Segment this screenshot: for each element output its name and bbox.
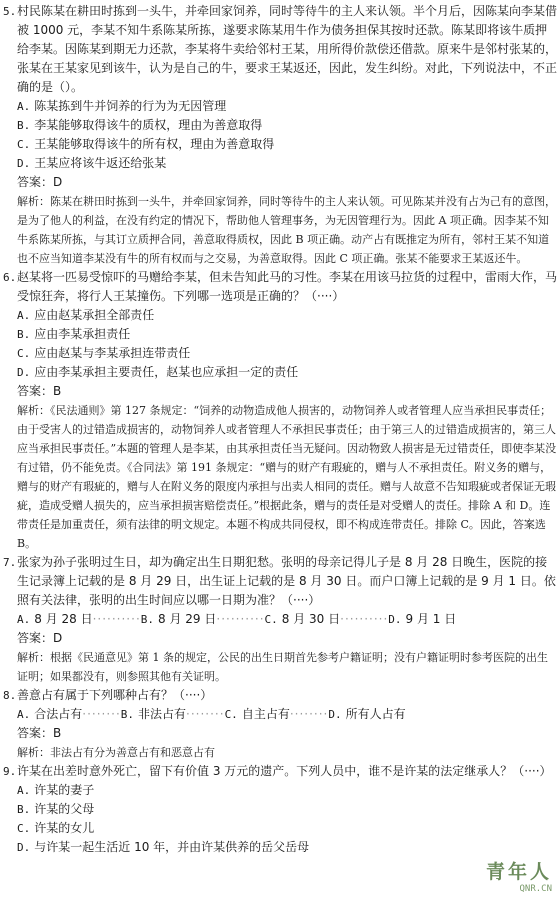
- option-d: D. 应由李某承担主要责任，赵某也应承担一定的责任: [17, 365, 299, 379]
- question-8: [3, 686, 557, 705]
- options-q8: [17, 705, 557, 724]
- question-stem: 村民陈某在耕田时拣到一头牛，并牵回家饲养，同时等待牛的主人来认领。半个月后，因陈某向李某借被 1000 元，李某不知牛系陈某所拣，遂要求陈某用牛作为债务担保其按时还款。陈某即将该牛质押给李某。因陈某到期无力还款，李某将牛卖给邻村王某，用所得价款偿还借款。原来牛是邻村张某的，张某在王某家见到该牛，认为是自己的牛，要求王某返还，因此，发生纠纷。对此，下列说法中，不正确的是（）。: [17, 4, 558, 94]
- leader-dots: ··········: [340, 612, 389, 626]
- option-d: D. 所有人占有: [328, 707, 406, 721]
- question-number: 8.: [3, 689, 17, 702]
- question-stem: 张家为孙子张明过生日，却为确定出生日期犯愁。张明的母亲记得儿子是 8 月 28 日晚生，医院的接生记录簿上记载的是 8 月 29 日，出生证上记载的是 8 月 30 日。而户口簿上记载的是 9 月 1 日。依照有关法律，张明的出生时间应以哪一日期为准？（····）: [17, 555, 556, 607]
- explanation: 解析：《民法通则》第 127 条规定：“饲养的动物造成他人损害的，动物饲养人或者管理人应当承担民事责任；由于受害人的过错造成损害的，动物饲养人或者管理人不承担民事责任；由于第三人的过错造成损害的，第三人应当承担民事责任。”本题的管理人是李某，由其承担责任当无疑问。因动物致人损害是无过错责任，即使李某没有过错，仍不能免责。《合同法》第 191 条规定：“赠与的财产有瑕疵的，赠与人不承担责任。附义务的赠与，赠与的财产有瑕疵的，赠与人在附义务的限度内承担与出卖人相同的责任。赠与人故意不告知瑕疵或者保证无瑕疵，造成受赠人损失的，应当承担损害赔偿责任。”根据此条，赠与的责任是对受赠人的责任。排除 A 和 D。连带责任是加重责任，须有法律的明文规定。本题不构成共同侵权，即不构成连带责任。排除 C。因此，答案选 B。: [17, 404, 557, 550]
- explanation: 解析：陈某在耕田时拣到一头牛，并牵回家饲养，同时等待牛的主人来认领。可见陈某并没有占为己有的意图，是为了他人的利益，在没有约定的情况下，帮助他人管理事务，为无因管理行为。因此 A 项正确。因李某不知牛系陈某所拣，与其订立质押合同，善意取得质权，因此 B 项正确。动产占有既推定为所有，邻村王某不知道也不应当知道李某没有牛的所有权而与之交易，为善意取得。因此 C 项正确。张某不能要求王某返还牛。: [17, 195, 556, 265]
- option-b: B. 李某能够取得该牛的质权，理由为善意取得: [17, 118, 263, 132]
- question-number: 7.: [3, 556, 17, 569]
- leader-dots: ········: [186, 707, 225, 721]
- option-c: C. 许某的女儿: [17, 821, 95, 835]
- option-a: A. 8 月 28 日: [17, 612, 93, 626]
- question-number: 9.: [3, 765, 17, 778]
- option-b: B. 8 月 29 日: [140, 612, 217, 626]
- options-q5: [17, 97, 557, 173]
- question-9: [3, 762, 557, 781]
- answer-line: 答案：D: [17, 631, 63, 645]
- options-q9: [17, 781, 557, 857]
- option-b: B. 许某的父母: [17, 802, 95, 816]
- option-b: B. 应由李某承担责任: [17, 327, 131, 341]
- option-c: C. 王某能够取得该牛的所有权，理由为善意取得: [17, 137, 275, 151]
- leader-dots: ········: [289, 707, 329, 721]
- options-q6: [17, 306, 557, 382]
- option-a: A. 应由赵某承担全部责任: [17, 308, 155, 322]
- watermark-domain: QNR.CN: [519, 884, 552, 894]
- question-7: [3, 553, 557, 610]
- site-watermark-logo: [486, 857, 552, 894]
- options-q7: [17, 610, 557, 629]
- answer-line: 答案：B: [17, 384, 62, 398]
- explanation: 解析：非法占有分为善意占有和恶意占有: [17, 746, 215, 759]
- explanation: 解析：根据《民通意见》第 1 条的规定，公民的出生日期首先参考户籍证明；没有户籍证明时参考医院的出生证明；如果都没有，则参照其他有关证明。: [17, 651, 548, 683]
- question-5: [3, 2, 557, 97]
- option-c: C. 8 月 30 日: [264, 612, 341, 626]
- question-stem: 许某在出差时意外死亡，留下有价值 3 万元的遗产。下列人员中，谁不是许某的法定继承人？（····）: [17, 764, 552, 778]
- option-d: D. 王某应将该牛返还给张某: [17, 156, 167, 170]
- option-d: D. 与许某一起生活近 10 年，并由许某供养的岳父岳母: [17, 840, 310, 854]
- option-a: A. 合法占有: [17, 707, 83, 721]
- question-number: 6.: [3, 271, 17, 284]
- leader-dots: ··········: [216, 612, 265, 626]
- question-stem: 善意占有属于下列哪种占有？（····）: [17, 688, 213, 702]
- watermark-title: 青年人: [485, 861, 552, 883]
- option-b: B. 非法占有: [120, 707, 187, 721]
- answer-line: 答案：B: [17, 726, 62, 740]
- question-number: 5.: [3, 5, 17, 18]
- option-c: C. 自主占有: [224, 707, 290, 721]
- question-stem: 赵某将一匹易受惊吓的马赠给李某，但未告知此马的习性。李某在用该马拉货的过程中，雷雨大作，马受惊狂奔，将行人王某撞伤。下列哪一选项是正确的？（····）: [17, 270, 558, 303]
- leader-dots: ········: [82, 707, 121, 721]
- option-d: D. 9 月 1 日: [388, 612, 457, 626]
- question-6: [3, 268, 557, 306]
- option-a: A. 陈某拣到牛并饲养的行为为无因管理: [17, 99, 227, 113]
- option-a: A. 许某的妻子: [17, 783, 95, 797]
- leader-dots: ··········: [92, 612, 141, 626]
- answer-line: 答案：D: [17, 175, 63, 189]
- exam-document: [3, 2, 557, 857]
- option-c: C. 应由赵某与李某承担连带责任: [17, 346, 191, 360]
